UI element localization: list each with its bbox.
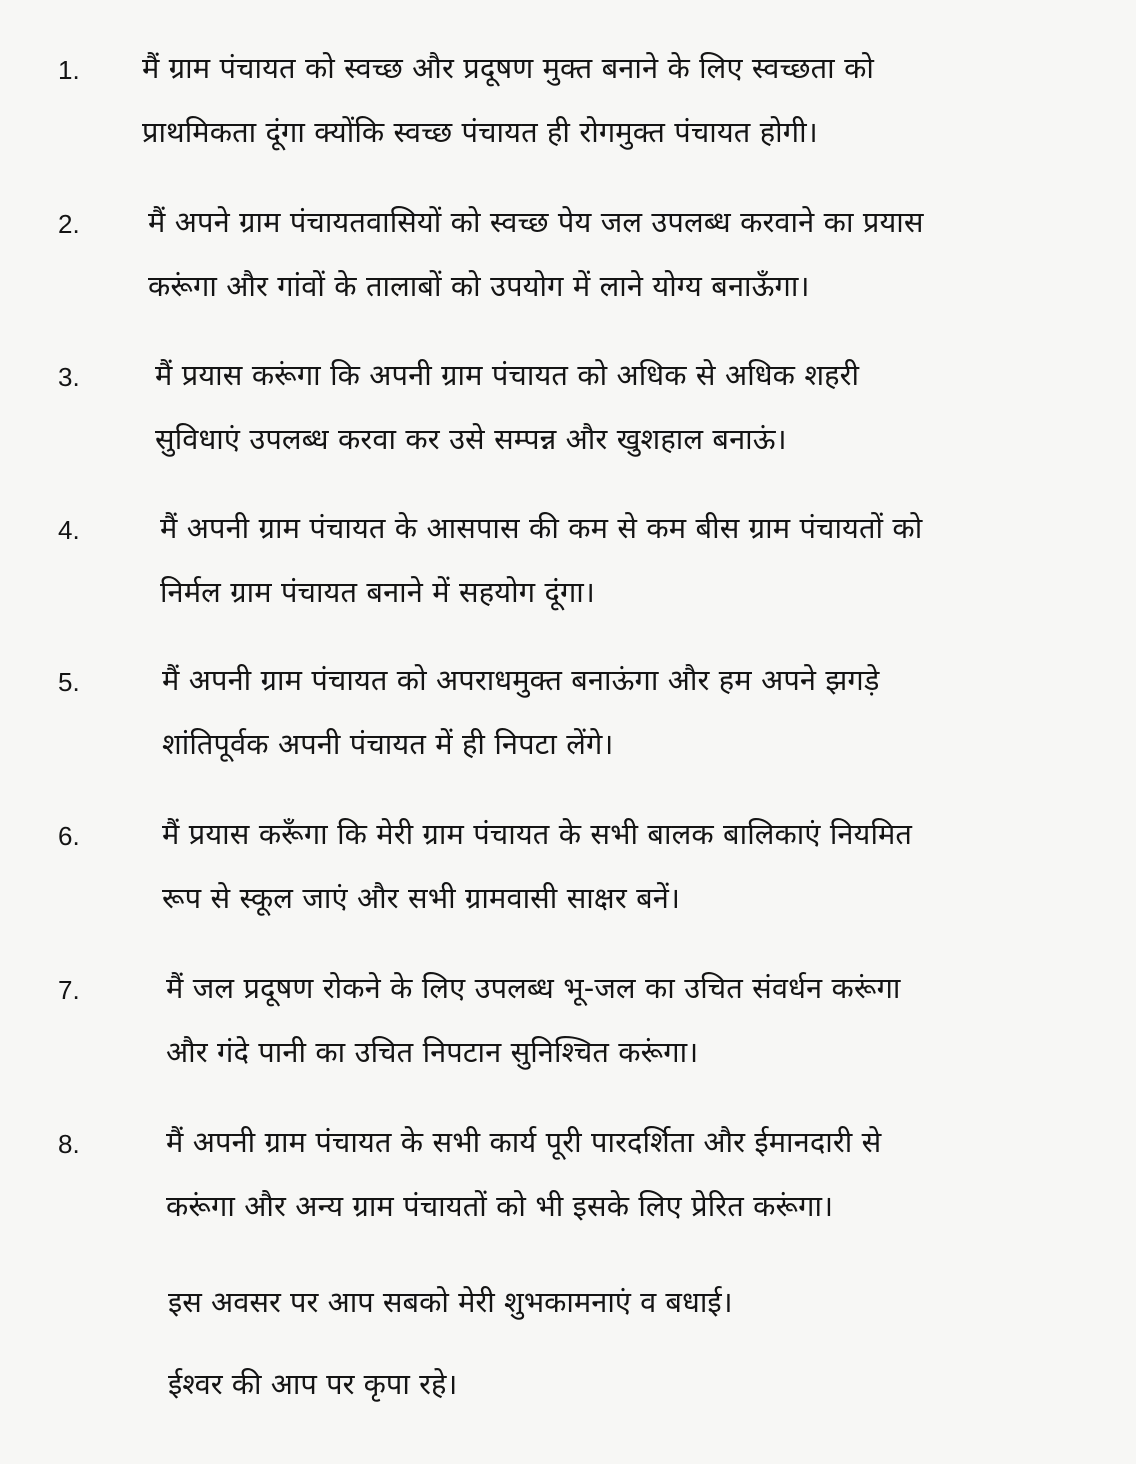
pledge-number: 1. [58,55,80,85]
pledge-line: मैं अपनी ग्राम पंचायत को अपराधमुक्त बनाऊंगा और हम अपने झगड़े [162,663,880,697]
pledge-number: 5. [58,667,80,697]
pledge-line: मैं जल प्रदूषण रोकने के लिए उपलब्ध भू-जल का उचित संवर्धन करूंगा [166,971,901,1005]
pledge-line: मैं अपनी ग्राम पंचायत के सभी कार्य पूरी पारदर्शिता और ईमानदारी से [166,1125,882,1159]
pledge-line: मैं ग्राम पंचायत को स्वच्छ और प्रदूषण मुक्त बनाने के लिए स्वच्छता को [142,51,874,85]
pledge-line: मैं अपने ग्राम पंचायतवासियों को स्वच्छ पेय जल उपलब्ध करवाने का प्रयास [148,205,924,239]
pledge-line: शांतिपूर्वक अपनी पंचायत में ही निपटा लेंगे। [162,727,614,761]
pledge-number: 4. [58,515,80,545]
pledge-number: 6. [58,821,80,851]
pledge-line: करूंगा और अन्य ग्राम पंचायतों को भी इसके लिए प्रेरित करूंगा। [166,1189,834,1223]
pledge-number: 3. [58,362,80,392]
pledge-line: और गंदे पानी का उचित निपटान सुनिश्चित करूंगा। [166,1035,699,1069]
pledge-line: निर्मल ग्राम पंचायत बनाने में सहयोग दूंगा। [160,575,595,609]
pledge-line: प्राथमिकता दूंगा क्योंकि स्वच्छ पंचायत ही रोगमुक्त पंचायत होगी। [142,115,818,149]
pledge-line: मैं प्रयास करूंगा कि अपनी ग्राम पंचायत को अधिक से अधिक शहरी [155,358,860,392]
closing-blessing: ईश्वर की आप पर कृपा रहे। [168,1367,458,1401]
closing-wishes: इस अवसर पर आप सबको मेरी शुभकामनाएं व बधाई। [168,1285,733,1319]
pledge-number: 8. [58,1129,80,1159]
pledge-line: मैं प्रयास करूँगा कि मेरी ग्राम पंचायत के सभी बालक बालिकाएं नियमित [162,817,913,851]
pledge-number: 7. [58,975,80,1005]
pledge-number: 2. [58,209,80,239]
pledge-line: करूंगा और गांवों के तालाबों को उपयोग में लाने योग्य बनाऊँगा। [148,269,810,303]
pledge-line: रूप से स्कूल जाएं और सभी ग्रामवासी साक्षर बनें। [162,881,681,915]
pledge-line: सुविधाएं उपलब्ध करवा कर उसे सम्पन्न और खुशहाल बनाऊं। [155,422,787,456]
pledge-line: मैं अपनी ग्राम पंचायत के आसपास की कम से कम बीस ग्राम पंचायतों को [160,511,923,545]
